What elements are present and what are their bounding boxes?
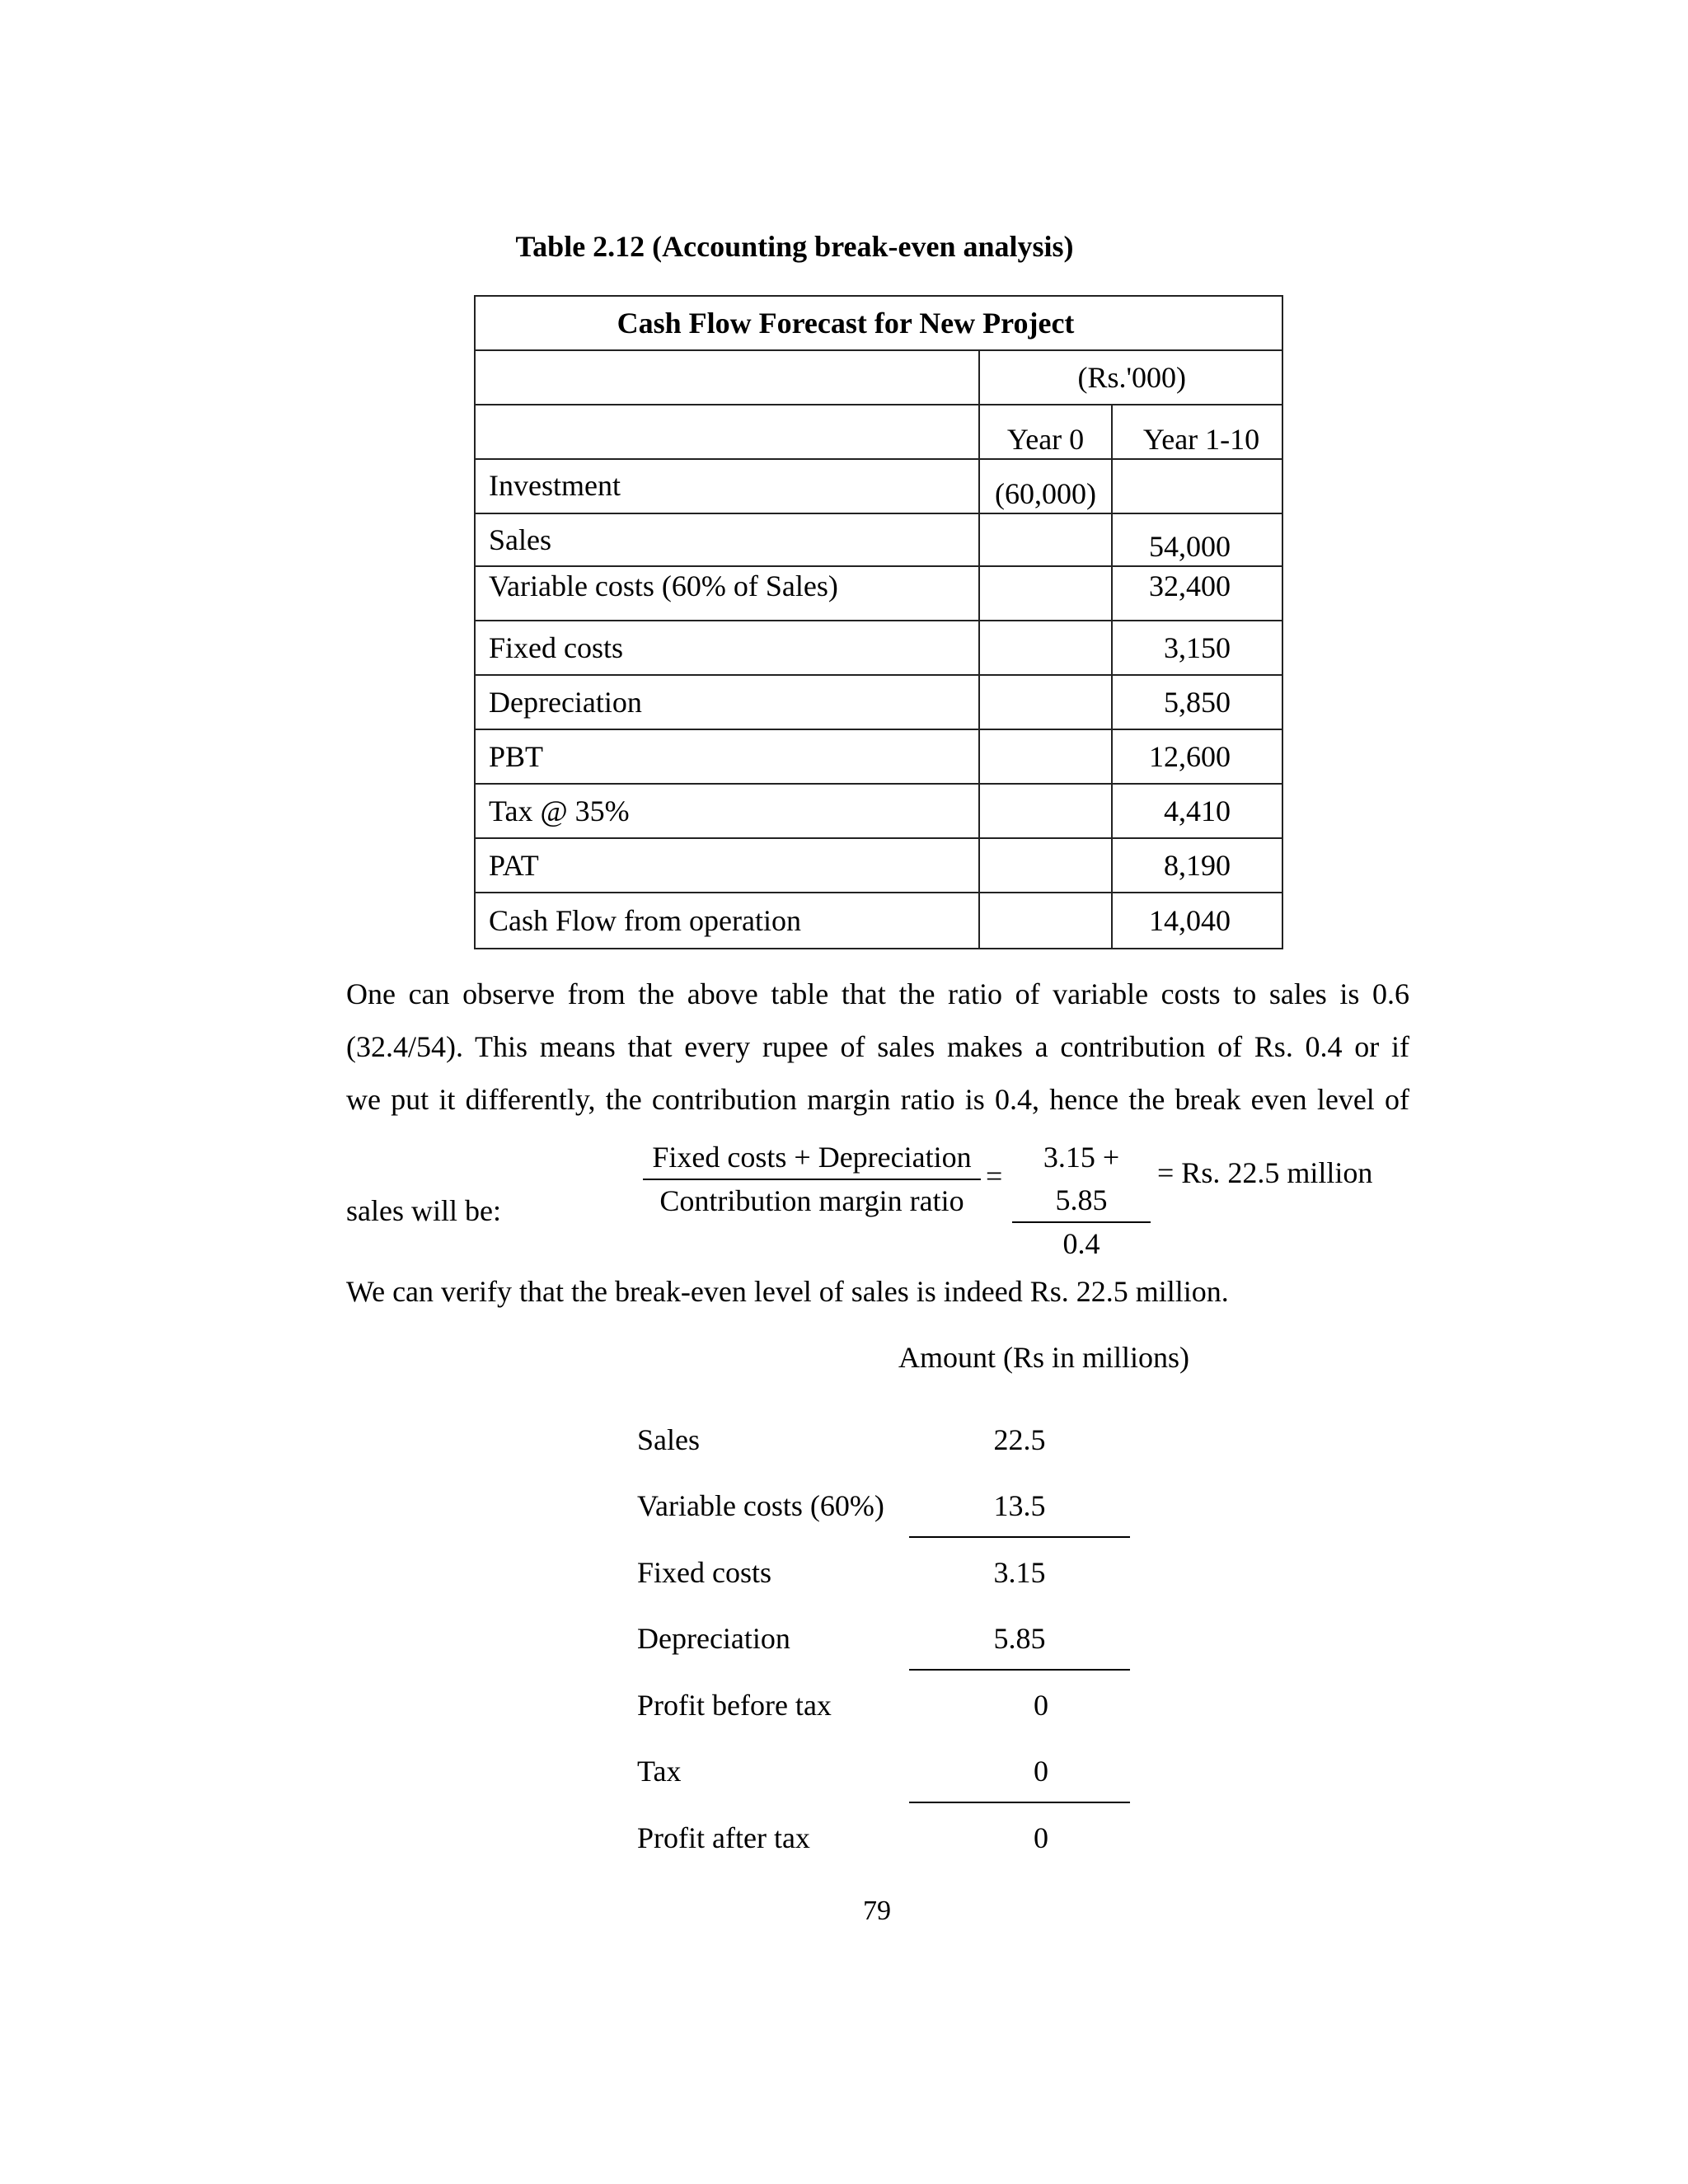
formula-equals: = xyxy=(986,1160,1003,1193)
amount-value: 13.5 xyxy=(993,1489,1046,1522)
row-year0 xyxy=(980,567,1113,620)
row-label: Investment xyxy=(476,460,980,513)
amount-value: 0 xyxy=(1034,1821,1048,1854)
row-label: PAT xyxy=(476,839,980,892)
table-row xyxy=(476,893,1282,948)
table-row xyxy=(476,676,1282,730)
row-year1-10: 12,600 xyxy=(1149,740,1231,773)
amount-value: 22.5 xyxy=(993,1423,1046,1456)
amount-label: Sales xyxy=(637,1423,700,1456)
table-heading: Cash Flow Forecast for New Project xyxy=(617,307,1075,340)
row-year0 xyxy=(980,676,1113,729)
row-label: PBT xyxy=(476,730,980,783)
column-header-year1-10: Year 1-10 xyxy=(1142,423,1260,456)
row-year0 xyxy=(980,893,1113,948)
row-label: Sales xyxy=(476,514,980,565)
table-row xyxy=(476,621,1282,676)
table-heading-row xyxy=(476,297,1282,351)
formula-denominator-2: 0.4 xyxy=(1062,1227,1100,1260)
row-year1-10: 32,400 xyxy=(1149,569,1231,602)
row-year1-10: 14,040 xyxy=(1149,904,1231,937)
row-year1-10: 8,190 xyxy=(1164,849,1231,882)
blank-cell xyxy=(476,405,980,458)
table-row xyxy=(476,567,1282,621)
amount-row xyxy=(637,1821,1132,1886)
formula-result: = Rs. 22.5 million xyxy=(1157,1156,1373,1189)
amount-value: 3.15 xyxy=(993,1556,1046,1589)
row-label: Cash Flow from operation xyxy=(476,893,980,948)
table-column-header-row xyxy=(476,405,1282,460)
amount-row xyxy=(637,1488,1132,1554)
sum-rule xyxy=(909,1802,1130,1803)
row-year1-10 xyxy=(1113,460,1282,513)
amount-value: 0 xyxy=(1034,1689,1048,1722)
row-year1-10: 3,150 xyxy=(1164,631,1231,664)
amount-label: Profit before tax xyxy=(637,1689,832,1722)
table-row xyxy=(476,514,1282,567)
amount-row xyxy=(637,1555,1132,1621)
paragraph-line: (32.4/54). This means that every rupee of sales makes a contribution of Rs. 0.4 or if xyxy=(346,1030,1409,1063)
table-row xyxy=(476,785,1282,839)
amount-label: Depreciation xyxy=(637,1622,790,1655)
row-year0 xyxy=(980,785,1113,837)
formula-fraction-2 xyxy=(1012,1136,1151,1264)
row-year0 xyxy=(980,514,1113,565)
amount-row xyxy=(637,1422,1132,1488)
row-year0 xyxy=(980,621,1113,674)
row-label: Variable costs (60% of Sales) xyxy=(476,567,980,620)
break-even-formula xyxy=(0,1136,1688,1260)
row-year1-10: 5,850 xyxy=(1164,686,1231,719)
table-unit-row xyxy=(476,351,1282,405)
formula-fraction-1 xyxy=(643,1136,981,1221)
row-label: Fixed costs xyxy=(476,621,980,674)
amount-value: 0 xyxy=(1034,1755,1048,1788)
row-label: Depreciation xyxy=(476,676,980,729)
row-label: Tax @ 35% xyxy=(476,785,980,837)
row-year1-10: 54,000 xyxy=(1149,530,1231,563)
table-row xyxy=(476,839,1282,893)
paragraph-line: we put it differently, the contribution margin ratio is 0.4, hence the break even level of xyxy=(346,1083,1409,1116)
sum-rule xyxy=(909,1669,1130,1671)
table-title: Table 2.12 (Accounting break-even analysis) xyxy=(515,230,1074,263)
amount-value: 5.85 xyxy=(993,1622,1046,1655)
table-row xyxy=(476,730,1282,785)
verify-text: We can verify that the break-even level of sales is indeed Rs. 22.5 million. xyxy=(346,1275,1229,1308)
amount-label: Tax xyxy=(637,1755,682,1788)
formula-numerator-1: Fixed costs + Depreciation xyxy=(643,1136,981,1180)
amount-label: Profit after tax xyxy=(637,1821,810,1854)
row-year0 xyxy=(980,730,1113,783)
unit-label: (Rs.'000) xyxy=(1077,361,1186,394)
amount-row xyxy=(637,1754,1132,1820)
column-header-year0: Year 0 xyxy=(980,405,1113,458)
blank-cell xyxy=(476,351,980,404)
formula-numerator-2: 3.15 + 5.85 xyxy=(1012,1136,1151,1223)
page-number: 79 xyxy=(863,1896,891,1926)
amount-heading: Amount (Rs in millions) xyxy=(898,1341,1190,1374)
row-year0: (60,000) xyxy=(980,460,1113,513)
amount-label: Variable costs (60%) xyxy=(637,1489,884,1522)
paragraph-line: One can observe from the above table that the ratio of variable costs to sales is 0.6 xyxy=(346,977,1409,1010)
paragraph-line: sales will be: xyxy=(346,1194,501,1227)
amount-label: Fixed costs xyxy=(637,1556,772,1589)
row-year1-10: 4,410 xyxy=(1164,794,1231,827)
formula-denominator-1: Contribution margin ratio xyxy=(659,1184,964,1217)
amount-row xyxy=(637,1621,1132,1687)
cash-flow-table xyxy=(474,295,1283,949)
amount-row xyxy=(637,1688,1132,1754)
table-row xyxy=(476,460,1282,514)
sum-rule xyxy=(909,1536,1130,1538)
row-year0 xyxy=(980,839,1113,892)
